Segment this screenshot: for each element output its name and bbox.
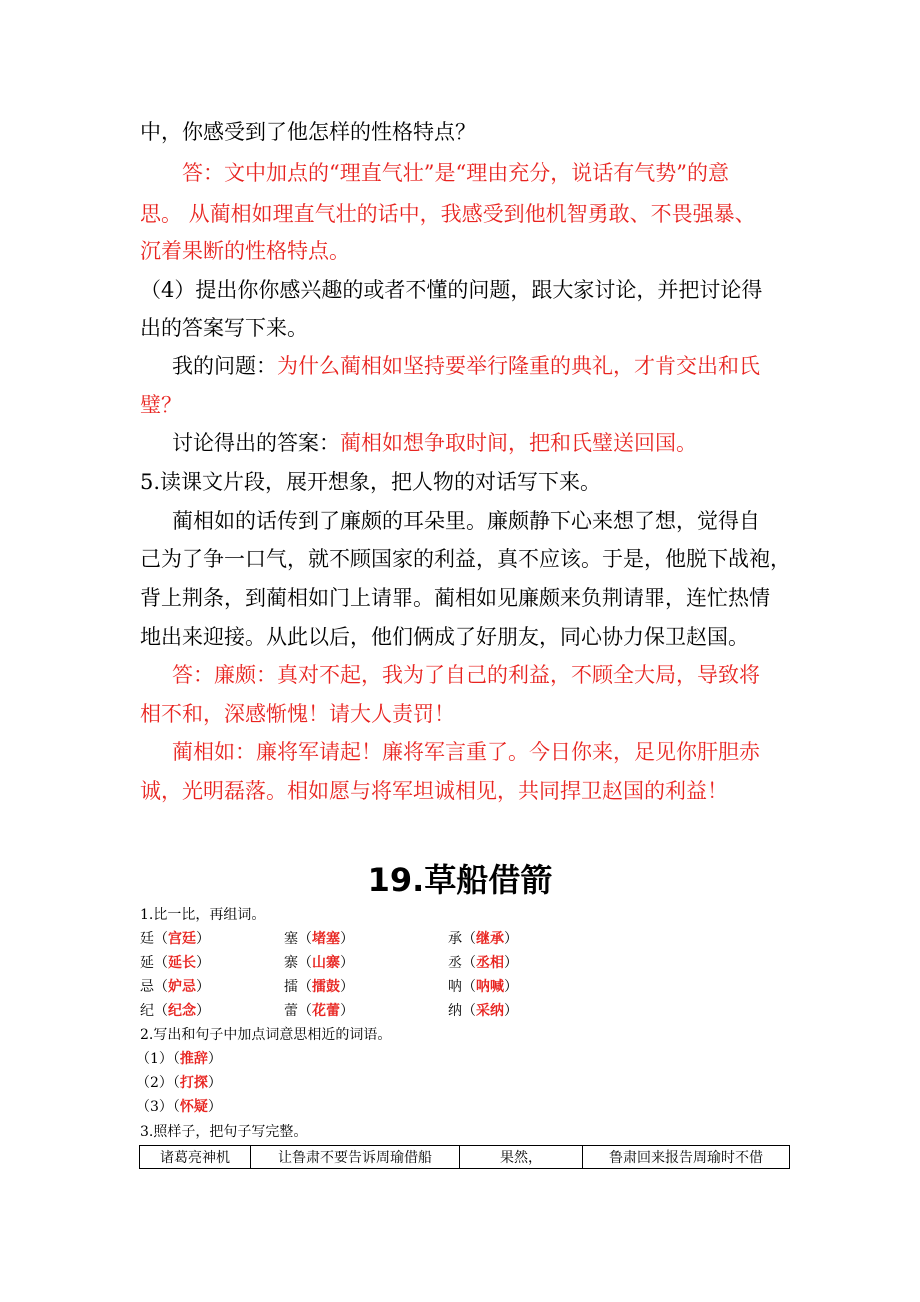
answer-lin-line-2: 诚，光明磊落。相如愿与将军坦诚相见，共同捍卫赵国的利益！ bbox=[140, 779, 728, 803]
q2-number: （2） bbox=[136, 1075, 173, 1091]
my-question-line-1 bbox=[172, 352, 760, 380]
word-char: 擂 bbox=[284, 979, 298, 995]
lesson-title: 19.草船借箭 bbox=[367, 861, 553, 899]
word-pair: 纪（纪念） bbox=[140, 1003, 210, 1019]
word-answer: 继承 bbox=[476, 931, 504, 947]
table-row bbox=[140, 1146, 790, 1169]
q2-answer: 打探 bbox=[179, 1075, 208, 1091]
word-pair: 纳（采纳） bbox=[448, 1003, 518, 1019]
question-4-line-1: （4）提出你你感兴趣的或者不懂的问题，跟大家讨论，并把讨论得 bbox=[140, 278, 763, 302]
word-char: 承 bbox=[448, 931, 462, 947]
word-answer: 山寨 bbox=[312, 955, 340, 971]
word-char: 延 bbox=[140, 955, 154, 971]
question-tail: 中，你感受到了他怎样的性格特点？ bbox=[140, 120, 476, 144]
word-char: 蕾 bbox=[284, 1003, 298, 1019]
word-pair: 延（延长） bbox=[140, 955, 210, 971]
word-answer: 妒忌 bbox=[168, 979, 196, 995]
my-question-line-2: 璧？ bbox=[140, 393, 182, 417]
passage-line-3: 背上荆条，到蔺相如门上请罪。蔺相如见廉颇来负荆请罪，连忙热情 bbox=[140, 586, 770, 610]
passage-line-4: 地出来迎接。从此以后，他们俩成了好朋友，同心协力保卫赵国。 bbox=[140, 625, 749, 649]
word-pair: 呐（呐喊） bbox=[448, 979, 518, 995]
passage-line-2: 己为了争一口气，就不顾国家的利益，真不应该。于是，他脱下战袍， bbox=[140, 547, 791, 571]
word-char: 纳 bbox=[448, 1003, 462, 1019]
word-char: 廷 bbox=[140, 931, 154, 947]
word-answer: 呐喊 bbox=[476, 979, 504, 995]
word-pair: 承（继承） bbox=[448, 931, 518, 947]
question-3: 3.照样子，把句子写完整。 bbox=[140, 1124, 308, 1140]
word-pair: 寨（山寨） bbox=[284, 955, 354, 971]
q2-number: （1） bbox=[136, 1051, 173, 1067]
word-answer: 延长 bbox=[168, 955, 196, 971]
sentence-table bbox=[139, 1145, 790, 1169]
word-char: 寨 bbox=[284, 955, 298, 971]
q2-answer: 怀疑 bbox=[179, 1099, 208, 1115]
word-pair: 丞（丞相） bbox=[448, 955, 518, 971]
word-answer: 纪念 bbox=[168, 1003, 196, 1019]
word-char: 纪 bbox=[140, 1003, 154, 1019]
answer-3-line-2: 思。 从蔺相如理直气壮的话中，我感受到他机智勇敢、不畏强暴、 bbox=[140, 202, 756, 226]
question-4-line-2: 出的答案写下来。 bbox=[140, 316, 308, 340]
table-cell: 果然， bbox=[460, 1146, 583, 1169]
word-answer: 堵塞 bbox=[312, 931, 340, 947]
question-5: 5.读课文片段，展开想象，把人物的对话写下来。 bbox=[140, 470, 602, 494]
word-answer: 宫廷 bbox=[168, 931, 196, 947]
q2-item: （1）（推辞） bbox=[136, 1051, 222, 1067]
q2-item: （3）（怀疑） bbox=[136, 1099, 222, 1115]
word-pair: 蕾（花蕾） bbox=[284, 1003, 354, 1019]
my-question-label: 我的问题： bbox=[172, 354, 277, 378]
table-cell: 鲁肃回来报告周瑜时不借 bbox=[583, 1146, 790, 1169]
q2-item: （2）（打探） bbox=[136, 1075, 222, 1091]
word-answer: 擂鼓 bbox=[312, 979, 340, 995]
word-char: 丞 bbox=[448, 955, 462, 971]
q2-answer: 推辞 bbox=[179, 1051, 208, 1067]
q2-number: （3） bbox=[136, 1099, 173, 1115]
question-1: 1.比一比，再组词。 bbox=[140, 907, 266, 923]
answer-lin-line-1: 蔺相如：廉将军请起！廉将军言重了。今日你来，足见你肝胆赤 bbox=[172, 740, 760, 764]
word-answer: 丞相 bbox=[476, 955, 504, 971]
table-cell: 诸葛亮神机 bbox=[140, 1146, 251, 1169]
word-answer: 采纳 bbox=[476, 1003, 504, 1019]
word-pair: 廷（宫廷） bbox=[140, 931, 210, 947]
word-pair: 塞（堵塞） bbox=[284, 931, 354, 947]
word-pair: 忌（妒忌） bbox=[140, 979, 210, 995]
answer-lianpo-line-2: 相不和，深感惭愧！请大人责罚！ bbox=[140, 702, 455, 726]
word-char: 塞 bbox=[284, 931, 298, 947]
my-question-text: 为什么蔺相如坚持要举行隆重的典礼，才肯交出和氏 bbox=[277, 354, 760, 378]
table-cell: 让鲁肃不要告诉周瑜借船 bbox=[251, 1146, 460, 1169]
word-answer: 花蕾 bbox=[312, 1003, 340, 1019]
discussion-label: 讨论得出的答案： bbox=[172, 431, 340, 455]
answer-3-line-1: 答：文中加点的“理直气壮”是“理由充分，说话有气势”的意 bbox=[182, 161, 729, 185]
word-char: 忌 bbox=[140, 979, 154, 995]
answer-3-line-3: 沉着果断的性格特点。 bbox=[140, 239, 350, 263]
answer-lianpo-line-1: 答：廉颇：真对不起，我为了自己的利益，不顾全大局，导致将 bbox=[172, 663, 760, 687]
word-char: 呐 bbox=[448, 979, 462, 995]
discussion-answer bbox=[172, 429, 697, 457]
passage-line-1: 蔺相如的话传到了廉颇的耳朵里。廉颇静下心来想了想，觉得自 bbox=[172, 509, 760, 533]
question-2: 2.写出和句子中加点词意思相近的词语。 bbox=[140, 1027, 392, 1043]
discussion-text: 蔺相如想争取时间，把和氏璧送回国。 bbox=[340, 431, 697, 455]
word-pair: 擂（擂鼓） bbox=[284, 979, 354, 995]
